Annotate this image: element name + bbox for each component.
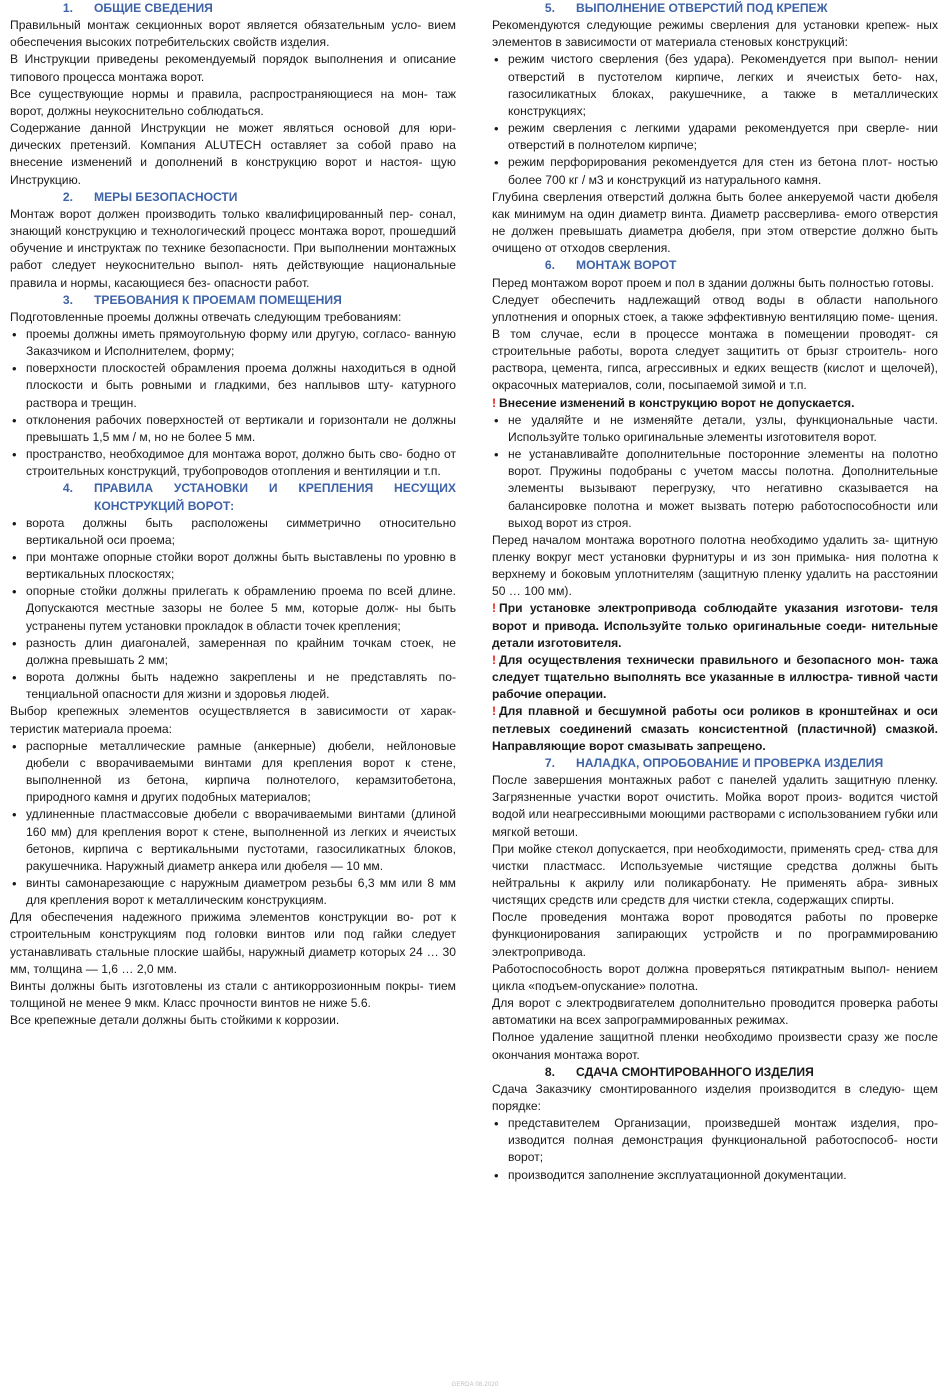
section-number: 1. bbox=[62, 1, 73, 15]
list-item: • производится заполнение эксплуатационной документации. bbox=[492, 1167, 938, 1184]
bullet-list bbox=[492, 51, 938, 188]
paragraph: Следует обеспечить надлежащий отвод воды в области напольного уплотнения и опорных стоек, а также эффективную вентиляцию поме- щения. В том случае, если в процессе монтажа в помещении проводят- ся строительные работы, ворота следует защитить от брызг строитель- ного раствора, цемента, гипса, агрессивных и едких веществ (кислот и щелочей), окрасочных материалов, соли, посыпаемой зимой и т.п. bbox=[492, 292, 938, 393]
page-footer: GERDA 08.2020 bbox=[451, 1382, 499, 1388]
left-column bbox=[10, 0, 456, 1397]
list-item: • ворота должны быть расположены симметрично относительно вертикальной оси проема; bbox=[10, 515, 456, 549]
list-item: • представителем Организации, произведшей монтаж изделия, про- изводится полная демонстрация функциональной работоспособ- ности ворот; bbox=[492, 1115, 938, 1166]
section-6-heading bbox=[492, 257, 938, 274]
section-7-heading bbox=[492, 755, 938, 772]
warning-note: ! Внесение изменений в конструкцию ворот не допускается. bbox=[492, 395, 855, 410]
document-page bbox=[10, 0, 938, 1397]
paragraph: Перед началом монтажа воротного полотна необходимо удалить за- щитную пленку вокруг мест установки фурнитуры и из зон примыка- ния полотна к верхнему и боковым уплотнителям (защитную пленку удалить на расстоянии 50 … 100 мм). bbox=[492, 532, 938, 599]
section-title: МЕРЫ БЕЗОПАСНОСТИ bbox=[94, 189, 238, 204]
list-item: • отклонения рабочих поверхностей от вертикали и горизонтали не должны превышать 1,5 мм / м, но не более 5 мм. bbox=[10, 412, 456, 446]
section-3-heading bbox=[10, 292, 456, 309]
paragraph: Содержание данной Инструкции не может являться основой для юри- дических претензий. Компания ALUTECH оставляет за собой право на внесение изменений и дополнений в конструкцию ворот и настоя- щую Инструкцию. bbox=[10, 121, 456, 187]
paragraph: Работоспособность ворот должна проверяться пятикратным выпол- нением цикла «подъем-опускание» полотна. bbox=[492, 961, 938, 993]
section-number: 2. bbox=[62, 189, 73, 204]
paragraph: Рекомендуются следующие режимы сверления для установки крепеж- ных элементов в зависимости от материала стеновых конструкций: bbox=[492, 18, 938, 50]
list-item: • ворота должны быть надежно закреплены и не представлять по- тенциальной опасности для жизни и здоровья людей. bbox=[10, 669, 456, 703]
section-title: ПРАВИЛА УСТАНОВКИ И КРЕПЛЕНИЯ НЕСУЩИХ bbox=[94, 481, 456, 496]
section-4-heading bbox=[10, 480, 456, 497]
paragraph: Подготовленные проемы должны отвечать следующим требованиям: bbox=[10, 309, 402, 324]
paragraph: Винты должны быть изготовлены из стали с антикоррозионным покры- тием толщиной не менее 9 мкм. Класс прочности винтов не ниже 5.6. bbox=[10, 978, 456, 1011]
list-item: • не устанавливайте дополнительные посторонние элементы на полотно ворот. Пружины подобраны с учетом массы полотна. Дополнительные элементы вызывают перегрузку, что негативно сказывается на балансировке полотна и может вызвать потерю работоспособности или выход ворот из строя. bbox=[492, 446, 938, 532]
section-title: НАЛАДКА, ОПРОБОВАНИЕ И ПРОВЕРКА ИЗДЕЛИЯ bbox=[576, 755, 884, 770]
paragraph: После проведения монтажа ворот проводятся работы по проверке функционирования запирающих устройств и по программированию электропривода. bbox=[492, 910, 938, 959]
paragraph: Выбор крепежных элементов осуществляется в зависимости от харак- теристик материала проема: bbox=[10, 704, 456, 736]
list-item: • удлиненные пластмассовые дюбели с вворачиваемыми винтами (длиной 160 мм) для крепления ворот к стене, выполненной из легких и ячеистых бетонов, кирпича с вертикальными пустотами, газосиликатных блоков, ракушечника. Наружный диаметр анкера или дюбеля — 10 мм. bbox=[10, 806, 456, 875]
paragraph: После завершения монтажных работ с панелей удалить защитную пленку. Загрязненные участки ворот очистить. Мойка ворот произ- водится чистой водой или неагрессивными моющими растворами с использованием губки или мягкой ветоши. bbox=[492, 773, 938, 839]
list-item: • распорные металлические рамные (анкерные) дюбели, нейлоновые дюбели с вворачиваемыми винтами для крепления ворот к стене, выполненной из бетона, кирпича полнотелого, керамзитобетона, природного камня и других подобных материалов; bbox=[10, 738, 456, 807]
paragraph: В Инструкции приведены рекомендуемый порядок выполнения и описание типового процесса монтажа ворот. bbox=[10, 52, 456, 84]
section-number: 3. bbox=[62, 292, 73, 307]
section-title: МОНТАЖ ВОРОТ bbox=[576, 258, 677, 273]
right-column bbox=[492, 0, 938, 1397]
list-item: • режим чистого сверления (без удара). Рекомендуется при выпол- нении отверстий в пустотелом кирпиче, легких и ячеистых бето- нах, газосиликатных блоках, ракушечнике, а также в металлических конструкциях; bbox=[492, 51, 938, 120]
warning-note: ! Для плавной и бесшумной работы оси роликов в кронштейнах и оси петлевых соединений смазать консистентной (пластичной) смазкой. Направляющие ворот смазывать запрещено. bbox=[492, 704, 938, 753]
list-item: • режим сверления с легкими ударами рекомендуется при сверле- нии отверстий в полнотелом кирпиче; bbox=[492, 120, 938, 154]
list-item: • поверхности плоскостей обрамления проема должны находиться в одной плоскости и быть ровными и гладкими, без наплывов шту- катурного раствора и трещин. bbox=[10, 360, 456, 411]
paragraph: Полное удаление защитной пленки необходимо произвести сразу же после окончания монтажа ворот. bbox=[492, 1030, 938, 1062]
paragraph: Для ворот с электродвигателем дополнительно проводится проверка работы автоматики на всех запрограммированных режимах. bbox=[492, 996, 938, 1028]
warning-note: ! При установке электропривода соблюдайте указания изготови- теля ворот и привода. Используйте только оригинальные соеди- нительные детали изготовителя. bbox=[492, 601, 938, 650]
paragraph: Перед монтажом ворот проем и пол в здании должны быть полностью готовы. bbox=[492, 275, 935, 290]
bullet-list bbox=[10, 515, 456, 704]
paragraph: Монтаж ворот должен производить только квалифицированный пер- сонал, знающий конструкцию и технологический процесс монтажа ворот, прошедший обучение и инструктаж по технике безопасности. При выполнении монтажных работ следует неукоснительно выпол- нять действующие национальные правила и нормы, касающиеся без- опасности работ. bbox=[10, 206, 456, 290]
section-title: ВЫПОЛНЕНИЕ ОТВЕРСТИЙ ПОД КРЕПЕЖ bbox=[576, 1, 828, 15]
list-item: • разность длин диагоналей, замеренная по крайним точкам стоек, не должна превышать 2 мм; bbox=[10, 635, 456, 669]
bullet-list bbox=[10, 738, 456, 910]
section-title: ОБЩИЕ СВЕДЕНИЯ bbox=[94, 1, 213, 15]
paragraph: Правильный монтаж секционных ворот является обязательным усло- вием обеспечения высоких потребительских свойств изделия. bbox=[10, 18, 456, 50]
list-item: • режим перфорирования рекомендуется для стен из бетона плот- ностью более 700 кг / м3 и конструкций из натурального камня. bbox=[492, 154, 938, 188]
section-number: 5. bbox=[544, 1, 555, 15]
section-2-heading bbox=[10, 189, 456, 206]
paragraph: Все существующие нормы и правила, распространяющиеся на мон- таж ворот, должны неукоснительно соблюдаться. bbox=[10, 86, 456, 118]
section-title: СДАЧА СМОНТИРОВАННОГО ИЗДЕЛИЯ bbox=[576, 1064, 814, 1079]
section-4-heading-line2 bbox=[10, 498, 456, 515]
section-title: ТРЕБОВАНИЯ К ПРОЕМАМ ПОМЕЩЕНИЯ bbox=[94, 292, 342, 307]
warning-note: ! Для осуществления технически правильного и безопасного мон- тажа следует тщательно выполнять все указанные в иллюстра- тивной части рабочие операции. bbox=[492, 652, 938, 702]
list-item: • винты самонарезающие с наружным диаметром резьбы 6,3 мм или 8 мм для крепления ворот к металлическим конструкциям. bbox=[10, 875, 456, 909]
warning-icon: ! bbox=[492, 395, 497, 410]
paragraph: Сдача Заказчику смонтированного изделия производится в следую- щем порядке: bbox=[492, 1081, 938, 1113]
paragraph: При мойке стекол допускается, при необходимости, применять сред- ства для чистки пластмасс. Используемые чистящие средства должны быть нейтральны к акрилу или поликарбонату. Не применять абра- зивных чистящих средств или средств для чистки стекла, содержащих спирты. bbox=[492, 841, 938, 908]
section-title: КОНСТРУКЦИЙ ВОРОТ: bbox=[94, 498, 235, 513]
section-number: 7. bbox=[544, 755, 555, 770]
list-item: • пространство, необходимое для монтажа ворот, должно быть сво- бодно от строительных конструкций, трубопроводов отопления и вентиляции и т.п. bbox=[10, 446, 456, 480]
list-item: • при монтаже опорные стойки ворот должны быть выставлены по уровню в вертикальных плоскостях; bbox=[10, 549, 456, 583]
section-5-heading bbox=[492, 0, 938, 17]
paragraph: Все крепежные детали должны быть стойкими к коррозии. bbox=[10, 1013, 340, 1028]
paragraph: Глубина сверления отверстий должна быть более анкеруемой части дюбеля как минимум на один диаметр винта. Диаметр рассверлива- емого отверстия не должен превышать диаметра дюбеля, при этом отверстие должно быть очищено от отходов сверления. bbox=[492, 189, 938, 256]
bullet-list bbox=[492, 412, 938, 532]
warning-icon: ! bbox=[492, 652, 497, 667]
warning-icon: ! bbox=[492, 704, 497, 719]
list-item: • проемы должны иметь прямоугольную форму или другую, согласо- ванную Заказчиком и Исполнителем, форму; bbox=[10, 326, 456, 360]
bullet-list bbox=[492, 1115, 938, 1184]
section-1-heading bbox=[10, 0, 456, 17]
section-number: 8. bbox=[544, 1064, 555, 1079]
section-number: 6. bbox=[544, 258, 555, 273]
warning-icon: ! bbox=[492, 601, 497, 616]
bullet-list bbox=[10, 326, 456, 480]
section-8-heading bbox=[492, 1064, 938, 1081]
list-item: • опорные стойки должны прилегать к обрамлению проема по всей длине. Допускаются местные зазоры не более 5 мм, которые долж- ны быть устранены путем установки прокладок в области точек крепления; bbox=[10, 583, 456, 634]
paragraph: Для обеспечения надежного прижима элементов конструкции во- рот к строительным конструкциям под головки винтов или под гайки следует устанавливать стальные плоские шайбы, наружный диаметр которых 24 … 30 мм, толщина — 1,6 … 2,0 мм. bbox=[10, 910, 456, 976]
section-number: 4. bbox=[62, 481, 73, 496]
list-item: • не удаляйте и не изменяйте детали, узлы, функциональные части. Используйте только оригинальные элементы изготовителя ворот. bbox=[492, 412, 938, 446]
